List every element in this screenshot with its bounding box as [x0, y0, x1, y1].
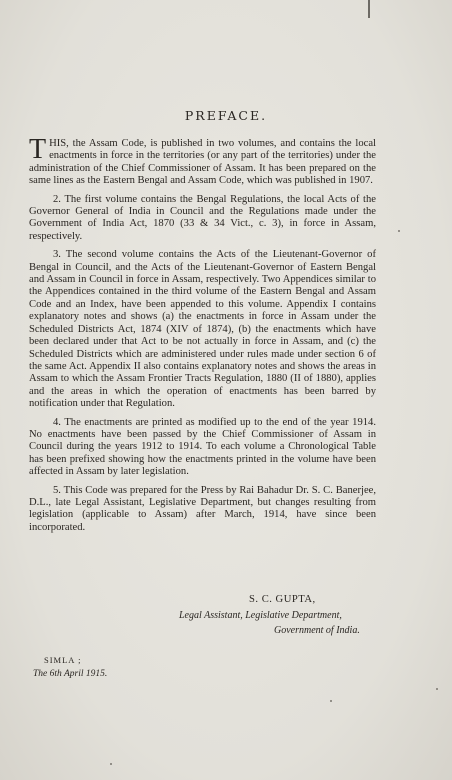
paragraph-3: 3. The second volume contains the Acts of the Lieutenant-Governor of Bengal in Council, and the Acts of the Lieutenant-Governor of Eastern Bengal and Assam in Council in force in Assam, respectively. Two Appendices similar to the Appendices contained in the third volume of the Eastern Bengal and Assam Code and an Index, have been appended to this volume. Appendix I contains explanatory notes and shows (a) the enactments in force in Assam under the Scheduled Districts Act, 1874 (XIV of 1874), (b) the enactments which have been declared under that Act to be not actually in force in Assam, and (c) the Scheduled Districts which are administered under rules made under section 6 of the same Act. Appendix II also contains explanatory notes and shows the areas in Assam to which the Assam Frontier Tracts Regulation, 1880 (II of 1880), applies and the areas in which the operation of enactments has been barred by notification under that Regulation.: [29, 249, 376, 410]
preface-body: [29, 134, 376, 540]
paragraph-1: [29, 134, 376, 188]
paper-speck: [110, 763, 112, 765]
paragraph-1-text: HIS, the Assam Code, is published in two volumes, and contains the local enactments in force in the territories (or any part of the territories) under the administration of the Chief Commissioner of Assam. It has been prepared on the same lines as the Eastern Bengal and Assam Code, which was published in 1907.: [29, 138, 376, 187]
place-line: SIMLA ;: [44, 655, 82, 665]
paragraph-5: 5. This Code was prepared for the Press by Rai Bahadur Dr. S. C. Banerjee, D.L., late Legal Assistant, Legislative Department, but changes resulting from legislation (applicable to Assam) after March, 1914, have since been incorporated.: [29, 484, 376, 533]
page-edge-mark: [368, 0, 370, 18]
paragraph-4: 4. The enactments are printed as modified up to the end of the year 1914. No enactments have been passed by the Chief Commissioner of Assam in Council during the years 1912 to 1914. To each volume a Chronological Table has been prefixed showing how the enactments printed in the volume have been affected in Assam by later legislation.: [29, 416, 376, 478]
paper-speck: [330, 700, 332, 702]
paper-speck: [436, 688, 438, 690]
preface-heading: PREFACE.: [184, 108, 268, 123]
paragraph-2: 2. The first volume contains the Bengal Regulations, the local Acts of the Governor General of India in Council and the Regulations made under the Government of India Act, 1870 (33 & 34 Vict., c. 3), in force in Assam, respectively.: [29, 193, 376, 242]
drop-cap: T: [29, 134, 47, 165]
signatory-name: S. C. GUPTA,: [249, 594, 316, 605]
paper-speck: [398, 230, 400, 232]
signatory-organization: Government of India.: [274, 625, 360, 636]
signatory-title: Legal Assistant, Legislative Department,: [179, 610, 342, 621]
date-line: The 6th April 1915.: [33, 669, 108, 679]
